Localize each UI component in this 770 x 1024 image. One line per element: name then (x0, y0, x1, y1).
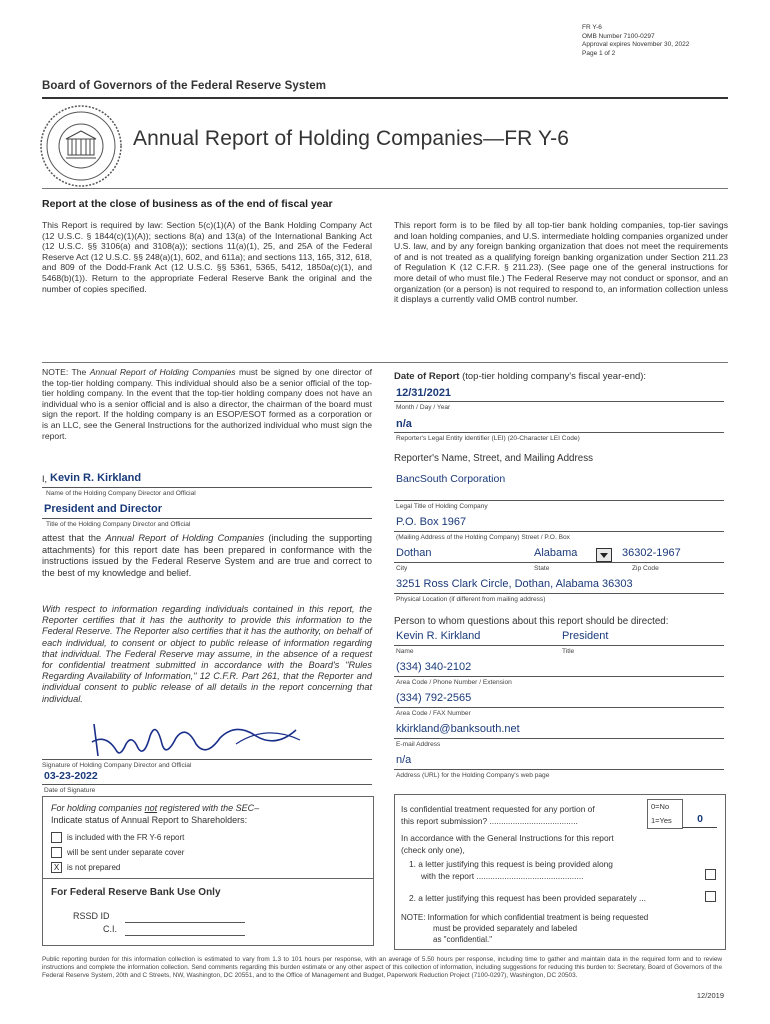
title-divider (42, 188, 728, 189)
confidential-instruction-a: In accordance with the General Instructions for this report (401, 833, 614, 843)
signature-icon (86, 714, 306, 762)
contact-title-label: Title (562, 648, 575, 655)
form-id: FR Y-6 (582, 24, 602, 31)
shareholder-report-box (42, 796, 374, 880)
contact-phone-field[interactable]: (334) 340-2102 (396, 661, 472, 673)
confidential-question-a: Is confidential treatment requested for any portion of (401, 804, 595, 814)
attest-text (42, 533, 372, 579)
form-revision-date: 12/2019 (696, 991, 724, 1000)
contact-email-line (394, 738, 724, 739)
confidential-answer-field[interactable]: 0 (683, 813, 717, 828)
company-label: Legal Title of Holding Company (396, 503, 488, 510)
note-rest: must be signed by one director of the top-tier holding company. This individual should also be a senior official of the top-tier holding company. In the event that the top-tier holding company does not have an individual who is a senior official and is also a director, the chairman of the board must sign the report. If the holding company is an ESOP/ESOT formed as a corporation or is an LLC, see the General Instructions for the authorized individual who must sign the report. (42, 367, 372, 441)
attest-b: (including the supporting attachments) for this report date has been prepared in conformance with the instructions issued by the Federal Reserve System and are true and correct to the best of my knowledge and belief. (42, 533, 372, 578)
note-prefix: NOTE: The (42, 367, 90, 377)
confidential-question-b: this report submission? ...................................... (401, 816, 578, 826)
contact-phone-line (394, 676, 724, 677)
attest-a: attest that the (42, 533, 106, 543)
state-label: State (534, 565, 550, 572)
shareholder-heading (51, 803, 259, 813)
report-date-heading (394, 371, 646, 382)
report-date-heading-bold: Date of Report (394, 371, 460, 382)
signature-label: Signature of Holding Company Director and Official (42, 762, 192, 769)
note-text (42, 367, 372, 441)
shareholder-heading-a: For holding companies (51, 803, 145, 813)
header-divider (42, 97, 728, 99)
contact-email-label: E-mail Address (396, 741, 441, 748)
contact-fax-field[interactable]: (334) 792-2565 (396, 692, 472, 704)
rssd-label: RSSD ID (73, 911, 110, 921)
confidential-note-a: NOTE: Information for which confidential treatment is being requested (401, 913, 649, 922)
board-name: Board of Governors of the Federal Reserve System (42, 80, 327, 92)
ci-label: C.I. (103, 924, 118, 934)
burden-statement: Public reporting burden for this information collection is estimated to vary from 1.3 to 101 hours per response, with an average of 5.50 hours per response, including time to gather and maintain data in the required form and to review instructions and complete the information collection. Send comments regarding this burden estimate or any other aspect of this collection of information, including suggestions for reducing this burden to: Secretary, Board of Governors of the Federal Reserve System, 20th and C Streets, NW, Washington, DC 20551, and to the Office of Management and Budget, Paperwork Reduction Project (7100-0297), Washington, DC 20503. (42, 956, 722, 980)
confidential-item2-checkbox[interactable] (705, 891, 716, 902)
signer-name-field[interactable]: Kevin R. Kirkland (50, 472, 142, 484)
contact-fax-line (394, 707, 724, 708)
address-field[interactable]: P.O. Box 1967 (396, 516, 467, 528)
shareholder-option-checkbox[interactable] (51, 832, 62, 843)
intro-left-text: This Report is required by law: Section 5(c)(1)(A) of the Bank Holding Company Act (12 U.S.C. § 1844(c)(1)(A)); sections 8(a) and 13(a) of the International Banking Act (12 U.S.C. §§ 3106(a) and 3108(a)); sections 11(a)(1), 25, and 25A of the Federal Reserve Act (12 U.S.C. §§ 248(a)(1), 602, and 611a); and sections 113, 165, 312, 618, and 809 of the Dodd-Frank Act (12 U.S.C. §§ 5361, 5365, 5412, 1850a(c)(1), and 5468(b)(1)). Return to the appropriate Federal Reserve Bank the original and the number of copies specified. (42, 220, 372, 294)
shareholder-instruction: Indicate status of Annual Report to Shareholders: (51, 815, 248, 825)
zip-label: Zip Code (632, 565, 659, 572)
physical-location-line (394, 593, 724, 594)
confidential-item1-b: with the report .............................................. (421, 871, 584, 881)
frb-use-box (42, 878, 374, 946)
city-label: City (396, 565, 408, 572)
web-address-field[interactable]: n/a (396, 754, 412, 766)
state-dropdown-icon[interactable] (596, 548, 612, 562)
contact-email-field[interactable]: kkirkland@banksouth.net (396, 723, 520, 735)
approval-expiry: Approval expires November 30, 2022 (582, 41, 690, 48)
frb-use-title: For Federal Reserve Bank Use Only (51, 887, 221, 898)
address-line (394, 531, 724, 532)
report-date-label: Month / Day / Year (396, 404, 451, 411)
confidential-options-box (647, 799, 683, 829)
confidential-treatment-box (394, 794, 726, 950)
confidential-note-c: as "confidential." (433, 935, 493, 944)
confidential-item1-checkbox[interactable] (705, 869, 716, 880)
report-date-field[interactable]: 12/31/2021 (396, 387, 452, 399)
shareholder-heading-c: registered with the SEC– (157, 803, 260, 813)
signature-date-label: Date of Signature (44, 787, 96, 794)
signer-prefix: I, (42, 474, 48, 484)
shareholder-option-label: will be sent under separate cover (67, 848, 185, 857)
city-state-zip-line (394, 562, 724, 563)
rssd-field[interactable] (125, 922, 245, 923)
intro-divider (42, 362, 728, 363)
physical-location-field[interactable]: 3251 Ross Clark Circle, Dothan, Alabama 36303 (396, 578, 633, 590)
lei-field[interactable]: n/a (396, 418, 412, 430)
report-date-heading-rest: (top-tier holding company's fiscal year-end): (459, 371, 647, 382)
ci-field[interactable] (125, 935, 245, 936)
physical-location-label: Physical Location (if different from mailing address) (396, 596, 546, 603)
contact-heading: Person to whom questions about this report should be directed: (394, 616, 669, 627)
shareholder-heading-not: not (144, 803, 158, 813)
state-field[interactable]: Alabama (534, 547, 578, 559)
contact-title-field[interactable]: President (562, 630, 609, 642)
signature-date-line (42, 784, 372, 785)
page-number: Page 1 of 2 (582, 49, 616, 57)
confidential-yes-option: 1=Yes (651, 816, 672, 825)
attest-italic: Annual Report of Holding Companies (105, 533, 265, 543)
zip-field[interactable]: 36302-1967 (622, 547, 681, 559)
report-date-line (394, 401, 724, 402)
shareholder-option-label: is not prepared (67, 863, 121, 872)
signer-name-line (42, 487, 372, 488)
company-line (394, 500, 724, 501)
contact-phone-label: Area Code / Phone Number / Extension (396, 679, 512, 686)
section-heading: Report at the close of business as of the end of fiscal year (42, 198, 333, 210)
form-title: Annual Report of Holding Companies—FR Y-6 (133, 127, 570, 150)
confidential-instruction-b: (check only one), (401, 845, 465, 855)
confidential-item1-a: 1. a letter justifying this request is being provided along (409, 859, 613, 869)
shareholder-option-checkbox[interactable]: X (51, 862, 62, 873)
signer-title-field[interactable]: President and Director (44, 503, 162, 515)
signer-name-label: Name of the Holding Company Director and Official (46, 490, 196, 497)
form-header-info (582, 24, 722, 58)
shareholder-option-checkbox[interactable] (51, 847, 62, 858)
contact-fax-label: Area Code / FAX Number (396, 710, 471, 717)
consent-text: With respect to information regarding individuals contained in this report, the Reporter certifies that it has the authority to provide this information to the Federal Reserve. The Reporter also certifies that it has the authority, on behalf of each individual, to consent or object to public release of information regarding that individual. The Federal Reserve may assume, in the absence of a request for confidential treatment submitted in accordance with the Board's "Rules Regarding Availability of Information," 12 C.F.R. Part 261, that the Reporter and individual consent to public release of all details in the report concerning that individual. (42, 604, 372, 704)
federal-reserve-seal-icon (38, 103, 124, 189)
signer-title-line (42, 518, 372, 519)
confidential-item2: 2. a letter justifying this request has been provided separately ... (409, 893, 646, 903)
city-field[interactable]: Dothan (396, 547, 432, 559)
reporter-heading: Reporter's Name, Street, and Mailing Address (394, 453, 593, 464)
intro-right-text: This report form is to be filed by all top-tier bank holding companies, top-tier savings and loan holding companies, and U.S. intermediate holding companies organized under U.S. law, and by any foreign banking organization that does not meet the requirements of and is not treated as a qualifying foreign banking organization under Section 211.23 of Regulation K (12 C.F.R. § 211.23). (See page one of the general instructions for more detail of who must file.) The Federal Reserve may not conduct or sponsor, and an organization (or a person) is not required to respond to, an information collection unless it displays a currently valid OMB control number. (394, 220, 728, 305)
signature-line (42, 759, 372, 760)
omb-number: OMB Number 7100-0297 (582, 32, 655, 40)
lei-line (394, 432, 724, 433)
contact-name-line (394, 645, 724, 646)
confidential-no-option: 0=No (651, 802, 670, 811)
confidential-note-b: must be provided separately and labeled (433, 924, 578, 933)
address-label: (Mailing Address of the Holding Company) Street / P.O. Box (396, 534, 570, 541)
note-italic: Annual Report of Holding Companies (89, 367, 236, 377)
signature-date-field[interactable]: 03-23-2022 (44, 770, 98, 782)
company-field[interactable]: BancSouth Corporation (396, 473, 506, 485)
signer-title-label: Title of the Holding Company Director and Official (46, 521, 191, 528)
web-address-label: Address (URL) for the Holding Company's web page (396, 772, 550, 779)
web-address-line (394, 769, 724, 770)
contact-name-field[interactable]: Kevin R. Kirkland (396, 630, 481, 642)
contact-name-label: Name (396, 648, 414, 655)
shareholder-option-label: is included with the FR Y-6 report (67, 833, 185, 842)
lei-label: Reporter's Legal Entity Identifier (LEI) (20-Character LEI Code) (396, 435, 580, 442)
